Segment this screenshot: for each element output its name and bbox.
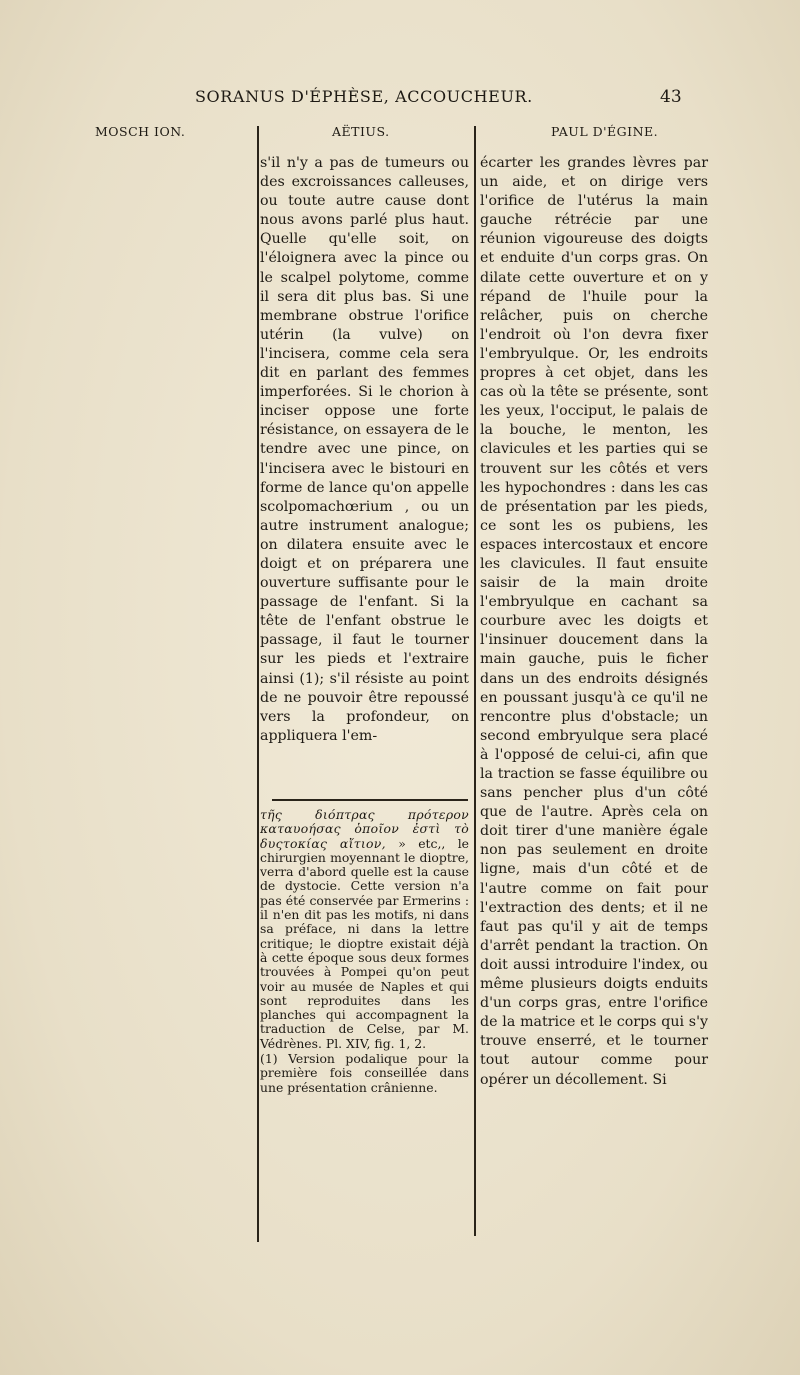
paul-column [480,154,708,1090]
column-header-paul: PAUL D'ÉGINE. [551,124,659,139]
page-number: 43 [660,87,682,107]
column-header-moschion: MOSCH ION. [95,124,186,139]
footnote-body [260,808,469,1051]
footnote-rule [272,799,468,801]
aetius-column [260,154,469,746]
footnote-block [260,808,469,1095]
footnote-text: » etc,, le chirurgien moyennant le dioptre, verra d'abord quelle est la cause de dystocie. Cette version n'a pas été conservée par Ermerins : il n'en dit pas les motifs, ni dans sa préface, ni dans la lettre critique; le dioptre existait déjà à cette époque sous deux formes trouvées à Pompei qu'on peut voir au musée de Naples et qui sont reproduites dans les planches qui accompagnent la traduction de Celse, par M. Védrènes. Pl. XIV, fig. 1, 2. [260,835,469,1051]
footnote-greek: τῆς διόπτρας πρότερον καταυοήσας ὁποῖον ἐστὶ τὸ δυςτοκίας αἴτιον, [260,807,469,851]
column-divider-right [474,126,476,1236]
running-title: SORANUS D'ÉPHÈSE, ACCOUCHEUR. [195,87,533,106]
column-header-aetius: AËTIUS. [332,124,390,139]
aetius-text: s'il n'y a pas de tumeurs ou des excroissances calleuses, ou toute autre cause dont nous avons parlé plus haut. Quelle qu'elle soit, on l'éloignera avec la pince ou le scalpel polytome, comme il sera dit plus bas. Si une membrane obstrue l'orifice utérin (la vulve) on l'incisera, comme cela sera dit en parlant des femmes imperforées. Si le chorion à inciser oppose une forte résistance, on essayera de le tendre avec une pince, on l'incisera avec le bistouri en forme de lance qu'on appelle scolpomachœrium , ou un autre instrument analogue; on dilatera ensuite avec le doigt et on préparera une ouverture suffisante pour le passage de l'enfant. Si la tête de l'enfant obstrue le passage, il faut le tourner sur les pieds et l'extraire ainsi (1); s'il résiste au point de ne pouvoir être repoussé vers la profondeur, on appliquera l'em- [260,155,469,744]
paul-text: écarter les grandes lèvres par un aide, et on dirige vers l'orifice de l'utérus la main gauche rétrécie par une réunion vigoureuse des doigts et enduite d'un corps gras. On dilate cette ouverture et on y répand de l'huile pour la relâcher, puis on cherche l'endroit où l'on devra fixer l'embryulque. Or, les endroits propres à cet objet, dans les cas où la tête se présente, sont les yeux, l'occiput, le palais de la bouche, le menton, les clavicules et les parties qui se trouvent sur les côtés et vers les hypochondres : dans les cas de présentation par les pieds, ce sont les os pubiens, les espaces intercostaux et encore les clavicules. Il faut ensuite saisir de la main droite l'embryulque en cachant sa courbure avec les doigts et l'insinuer doucement dans la main gauche, puis le ficher dans un des endroits désignés en poussant jusqu'à ce qu'il ne rencontre plus d'obstacle; un second embryulque sera placé à l'opposé de celui-ci, afin que la traction se fasse équilibre ou sans pencher plus d'un côté que de l'autre. Après cela on doit tirer d'une manière égale non pas seulement en droite ligne, mais d'un côté et de l'autre comme on fait pour l'extraction des dents; et il ne faut pas qu'il y ait de temps d'arrêt pendant la traction. On doit aussi introduire l'index, ou même plusieurs doigts enduits d'un corps gras, entre l'orifice de la matrice et le corps qui s'y trouve enserré, et le tourner tout autour comme pour opérer un décollement. Si [480,155,708,1088]
column-divider-left [257,126,259,1242]
running-head [0,87,800,111]
footnote-note: (1) Version podalique pour la première fois conseillée dans une présentation crânienne. [260,1051,469,1095]
